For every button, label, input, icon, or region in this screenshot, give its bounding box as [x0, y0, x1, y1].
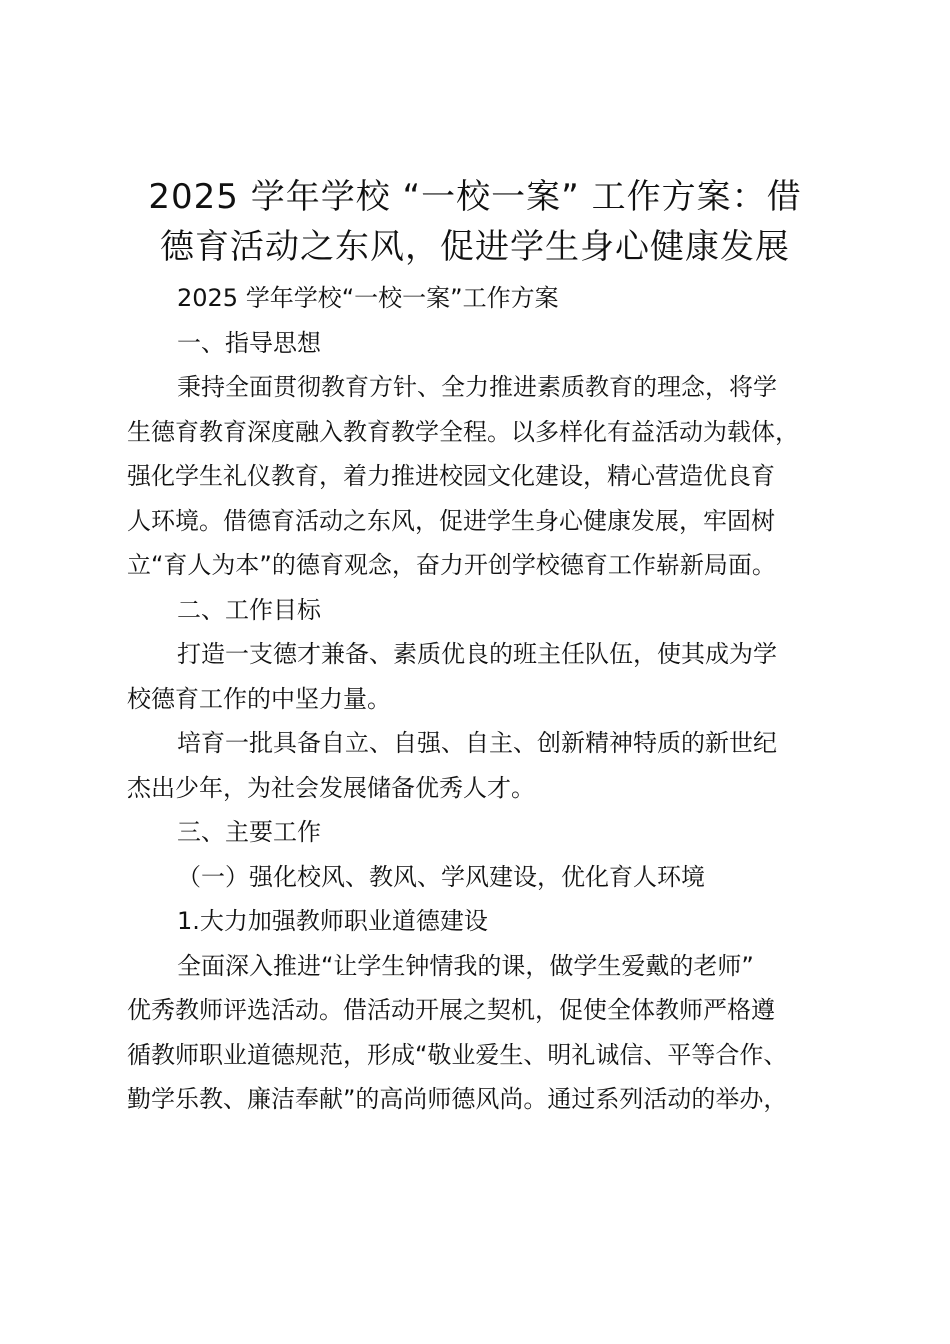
- paragraph-line: 打造一支德才兼备、素质优良的班主任队伍，使其成为学: [177, 640, 777, 668]
- paragraph-line: 强化学生礼仪教育，着力推进校园文化建设，精心营造优良育: [127, 462, 775, 490]
- paragraph-line: 立“育人为本”的德育观念，奋力开创学校德育工作崭新局面。: [127, 551, 776, 579]
- paragraph-line: 生德育教育深度融入教育教学全程。以多样化有益活动为载体，: [127, 417, 799, 446]
- paragraph-line: （一）强化校风、教风、学风建设，优化育人环境: [177, 862, 705, 891]
- paragraph-line: 循教师职业道德规范，形成“敬业爱生、明礼诚信、平等合作、: [127, 1040, 788, 1069]
- paragraph-line: 杰出少年，为社会发展储备优秀人才。: [127, 773, 535, 802]
- paragraph-line: 校德育工作的中坚力量。: [127, 684, 391, 713]
- paragraph-line: 2025 学年学校“一校一案”工作方案: [177, 284, 559, 312]
- paragraph-line: 优秀教师评选活动。借活动开展之契机，促使全体教师严格遵: [127, 996, 775, 1024]
- document-title: [120, 172, 830, 272]
- paragraph-line: 一、指导思想: [177, 328, 321, 357]
- title-line-2: 德育活动之东风，促进学生身心健康发展: [160, 227, 790, 267]
- paragraph-line: 培育一批具备自立、自强、自主、创新精神特质的新世纪: [177, 729, 777, 757]
- paragraph-line: 人环境。借德育活动之东风，促进学生身心健康发展，牢固树: [127, 506, 775, 535]
- paragraph-line: 全面深入推进“让学生钟情我的课，做学生爱戴的老师”: [177, 951, 754, 980]
- paragraph-line: 1.大力加强教师职业道德建设: [177, 907, 488, 935]
- paragraph-line: 三、主要工作: [177, 818, 321, 846]
- title-line-1: 2025 学年学校 “一校一案” 工作方案：借: [148, 177, 802, 217]
- paragraph-line: 二、工作目标: [177, 595, 321, 624]
- document-body: [127, 276, 857, 1122]
- paragraph-line: 秉持全面贯彻教育方针、全力推进素质教育的理念，将学: [177, 373, 777, 401]
- paragraph-line: 勤学乐教、廉洁奉献”的高尚师德风尚。通过系列活动的举办，: [127, 1085, 788, 1113]
